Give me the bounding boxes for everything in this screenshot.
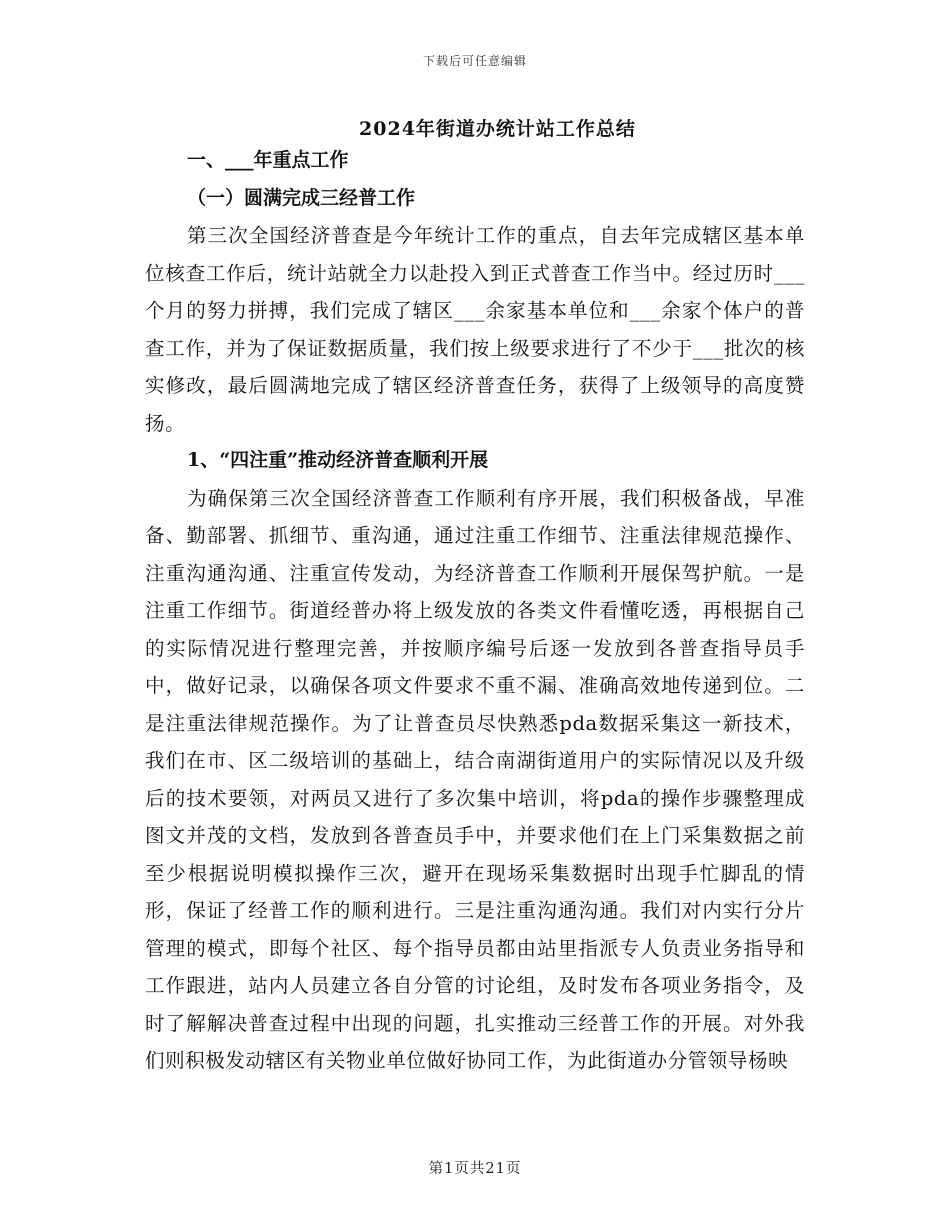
- section-heading: 一、___年重点工作: [187, 149, 349, 171]
- document-title: 2024年街道办统计站工作总结: [359, 118, 636, 140]
- body-paragraph: 为确保第三次全国经济普查工作顺利有序开展，我们积极备战，早准备、勤部署、抓细节、重沟通，通过注重工作细节、注重法律规范操作、注重沟通沟通、注重宣传发动，为经济普查工作顺利开展保驾护航。一是注重工作细节。街道经普办将上级发放的各类文件看懂吃透，再根据自己的实际情况进行整理完善，并按顺序编号后逐一发放到各普查指导员手中，做好记录，以确保各项文件要求不重不漏、准确高效地传递到位。二是注重法律规范操作。为了让普查员尽快熟悉pda数据采集这一新技术，我们在市、区二级培训的基础上，结合南湖街道用户的实际情况以及升级后的技术要领，对两员又进行了多次集中培训，将pda的操作步骤整理成图文并茂的文档，发放到各普查员手中，并要求他们在上门采集数据之前至少根据说明模拟操作三次，避开在现场采集数据时出现手忙脚乱的情形，保证了经普工作的顺利进行。三是注重沟通沟通。我们对内实行分片管理的模式，即每个社区、每个指导员都由站里指派专人负责业务指导和工作跟进，站内人员建立各自分管的讨论组，及时发布各项业务指令，及时了解解决普查过程中出现的问题，扎实推动三经普工作的开展。对外我们则积极发动辖区有关物业单位做好协同工作，为此街道办分管领导杨映: [145, 486, 805, 1072]
- document-body: [145, 142, 805, 1080]
- page-indicator: 第1页共21页: [428, 1161, 522, 1177]
- header-note: 下载后可任意编辑: [422, 54, 527, 68]
- subsection-heading: （一）圆满完成三经普工作: [187, 186, 416, 209]
- body-paragraph: 第三次全国经济普查是今年统计工作的重点，自去年完成辖区基本单位核查工作后，统计站就全力以赴投入到正式普查工作当中。经过历时___个月的努力拼搏，我们完成了辖区___余家基本单位和___余家个体户的普查工作，并为了保证数据质量，我们按上级要求进行了不少于___批次的核实修改，最后圆满地完成了辖区经济普查任务，获得了上级领导的高度赞扬。: [145, 224, 805, 435]
- item-heading: 1、“四注重”推动经济普查顺利开展: [187, 449, 489, 471]
